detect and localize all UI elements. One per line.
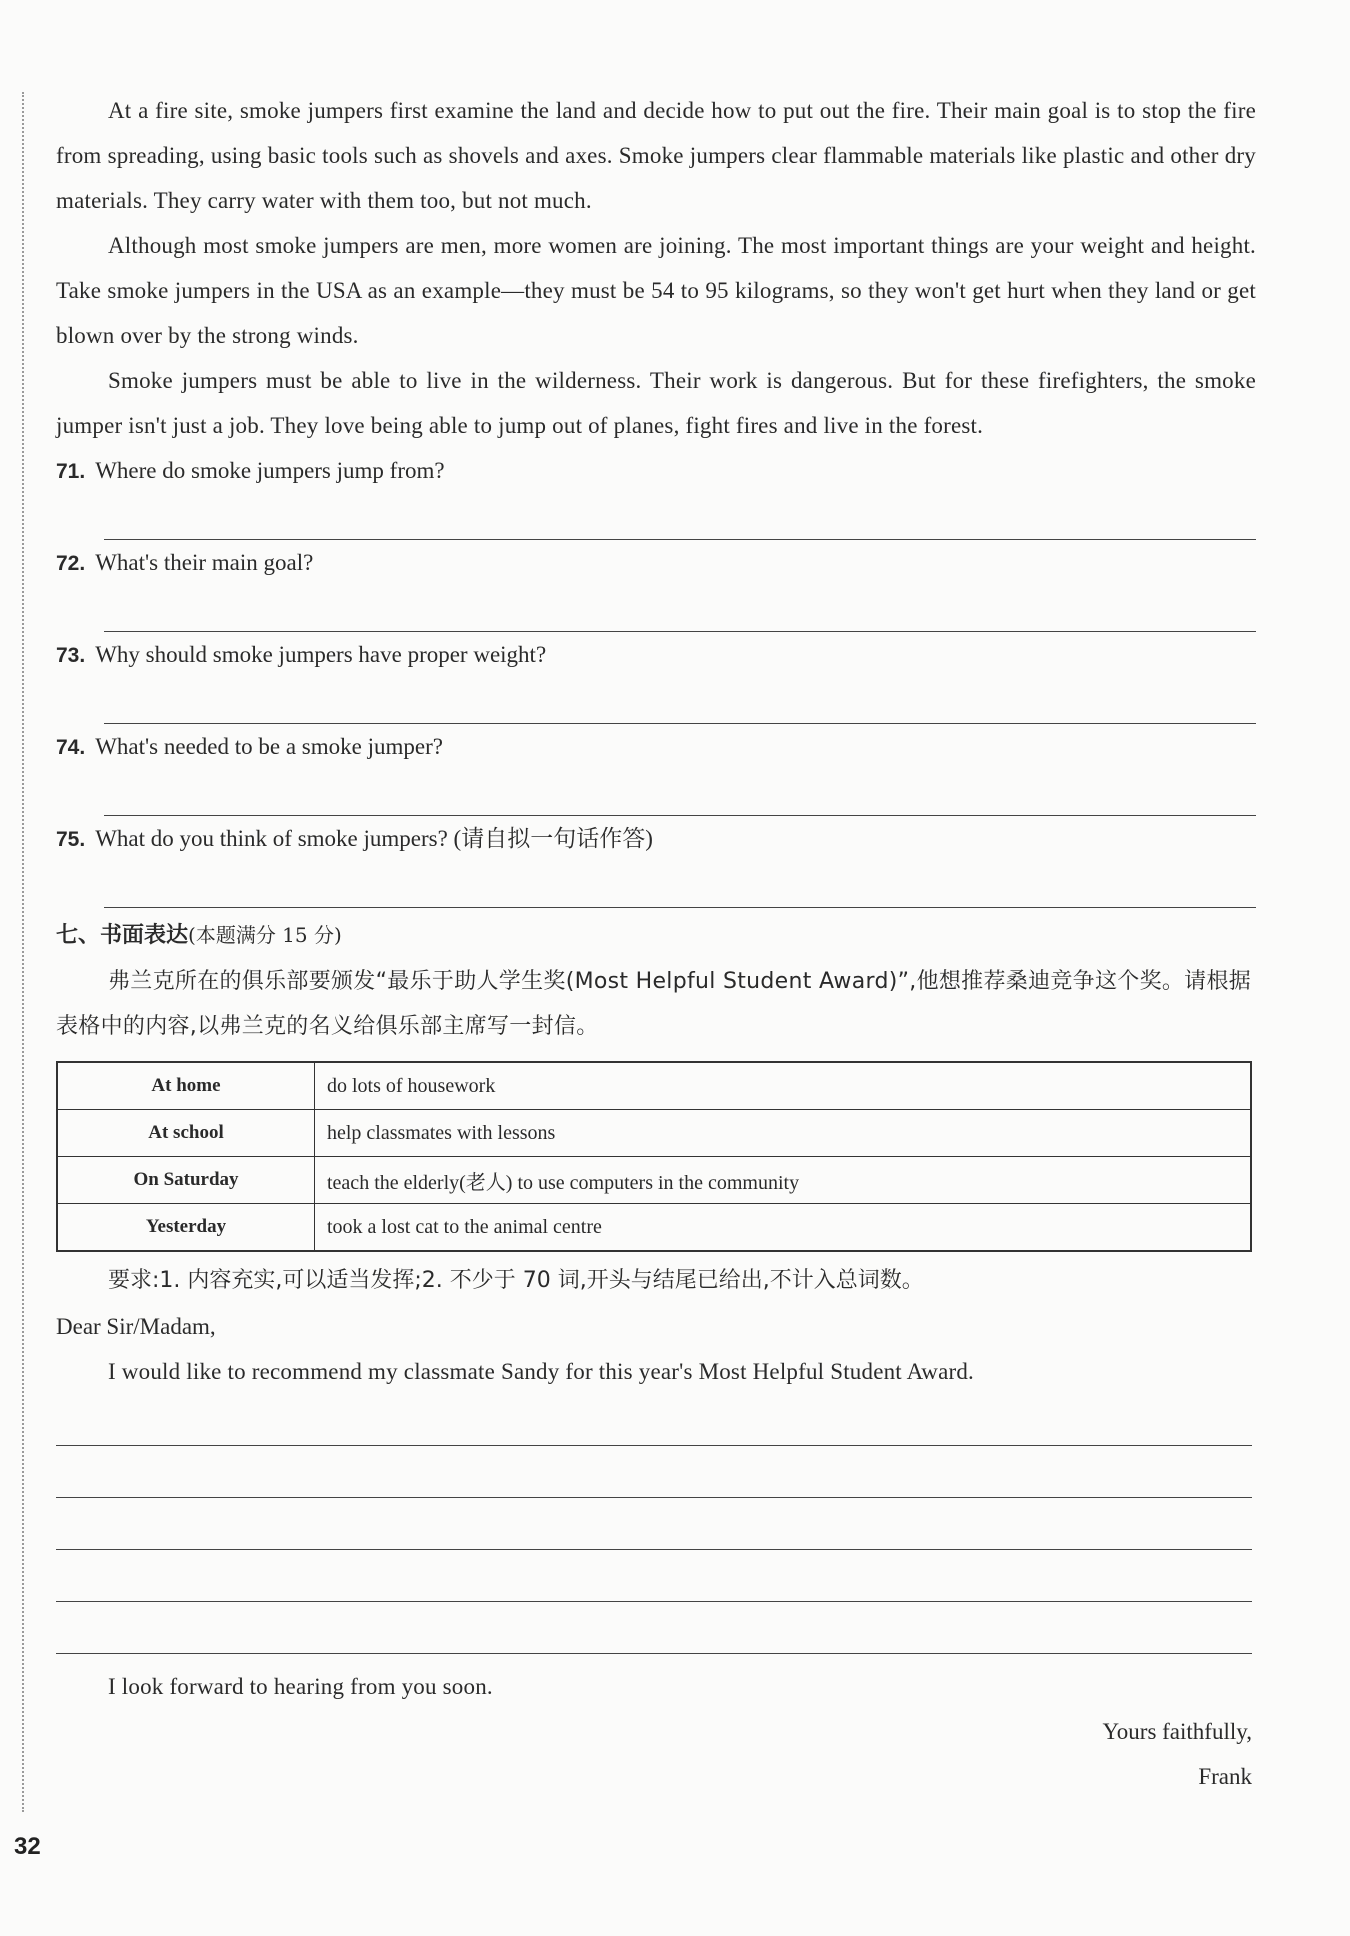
table-row xyxy=(57,1062,1251,1110)
table-value: do lots of housework xyxy=(315,1062,1252,1110)
question-number: 72. xyxy=(56,552,86,575)
writing-line-5[interactable] xyxy=(56,1602,1252,1654)
table-label: At school xyxy=(57,1110,315,1157)
table-row xyxy=(57,1110,1251,1157)
writing-line-3[interactable] xyxy=(56,1498,1252,1550)
writing-line-2[interactable] xyxy=(56,1446,1252,1498)
passage-paragraph-1: At a fire site, smoke jumpers first examine the land and decide how to put out the fire. Their main goal is to stop the fire from spreading, using basic tools such as shovels and axes. Smoke jumpers clear flammable materials like plastic and other dry materials. They carry water with them too, but not much. xyxy=(56,98,1256,213)
question-75 xyxy=(56,816,1256,908)
binding-margin xyxy=(22,92,24,1812)
answer-line-75[interactable] xyxy=(104,862,1256,908)
question-text: What's needed to be a smoke jumper? xyxy=(95,734,443,759)
table-label: At home xyxy=(57,1062,315,1110)
table-value: help classmates with lessons xyxy=(315,1110,1252,1157)
question-number: 71. xyxy=(56,460,86,483)
question-71 xyxy=(56,448,1256,540)
question-number: 74. xyxy=(56,736,86,759)
table-row xyxy=(57,1204,1251,1252)
table-value: teach the elderly(老人) to use computers in the community xyxy=(315,1157,1252,1204)
page-number: 32 xyxy=(14,1833,41,1860)
writing-requirements: 要求:1. 内容充实,可以适当发挥;2. 不少于 70 词,开头与结尾已给出,不计入总词数。 xyxy=(108,1268,924,1293)
question-74 xyxy=(56,724,1256,816)
letter-signoff: Yours faithfully, xyxy=(1102,1719,1252,1744)
table-value: took a lost cat to the animal centre xyxy=(315,1204,1252,1252)
question-text: Where do smoke jumpers jump from? xyxy=(95,458,445,483)
question-text: What do you think of smoke jumpers? (请自拟一句话作答) xyxy=(95,826,653,851)
question-number: 75. xyxy=(56,828,86,851)
passage-paragraph-3: Smoke jumpers must be able to live in the wilderness. Their work is dangerous. But for these firefighters, the smoke jumper isn't just a job. They love being able to jump out of planes, fight fires and live in the forest. xyxy=(56,368,1256,438)
table-label: On Saturday xyxy=(57,1157,315,1204)
table-row xyxy=(57,1157,1251,1204)
letter-salutation: Dear Sir/Madam, xyxy=(56,1314,216,1339)
answer-line-73[interactable] xyxy=(104,678,1256,724)
answer-line-71[interactable] xyxy=(104,494,1256,540)
question-text: Why should smoke jumpers have proper weight? xyxy=(95,642,547,667)
table-label: Yesterday xyxy=(57,1204,315,1252)
letter-opening: I would like to recommend my classmate Sandy for this year's Most Helpful Student Award. xyxy=(108,1359,975,1384)
letter-signature: Frank xyxy=(1198,1764,1252,1789)
section-score-note: (本题满分 15 分) xyxy=(188,923,342,947)
answer-line-72[interactable] xyxy=(104,586,1256,632)
section-heading: 七、书面表达 xyxy=(56,923,189,948)
question-72 xyxy=(56,540,1256,632)
writing-section-title xyxy=(56,912,1256,959)
page-content xyxy=(56,88,1256,1799)
answer-line-74[interactable] xyxy=(104,770,1256,816)
writing-line-1[interactable] xyxy=(56,1394,1252,1446)
letter-closing: I look forward to hearing from you soon. xyxy=(108,1674,493,1699)
question-73 xyxy=(56,632,1256,724)
question-number: 73. xyxy=(56,644,86,667)
writing-instruction: 弗兰克所在的俱乐部要颁发“最乐于助人学生奖(Most Helpful Student Award)”,他想推荐桑迪竞争这个奖。请根据表格中的内容,以弗兰克的名义给俱乐部主席写一封信。 xyxy=(56,969,1252,1039)
writing-line-4[interactable] xyxy=(56,1550,1252,1602)
info-table xyxy=(56,1061,1252,1252)
question-text: What's their main goal? xyxy=(95,550,314,575)
passage-paragraph-2: Although most smoke jumpers are men, more women are joining. The most important things are your weight and height. Take smoke jumpers in the USA as an example—they must be 54 to 95 kilograms, so they won't get hurt when they land or get blown over by the strong winds. xyxy=(56,233,1256,348)
